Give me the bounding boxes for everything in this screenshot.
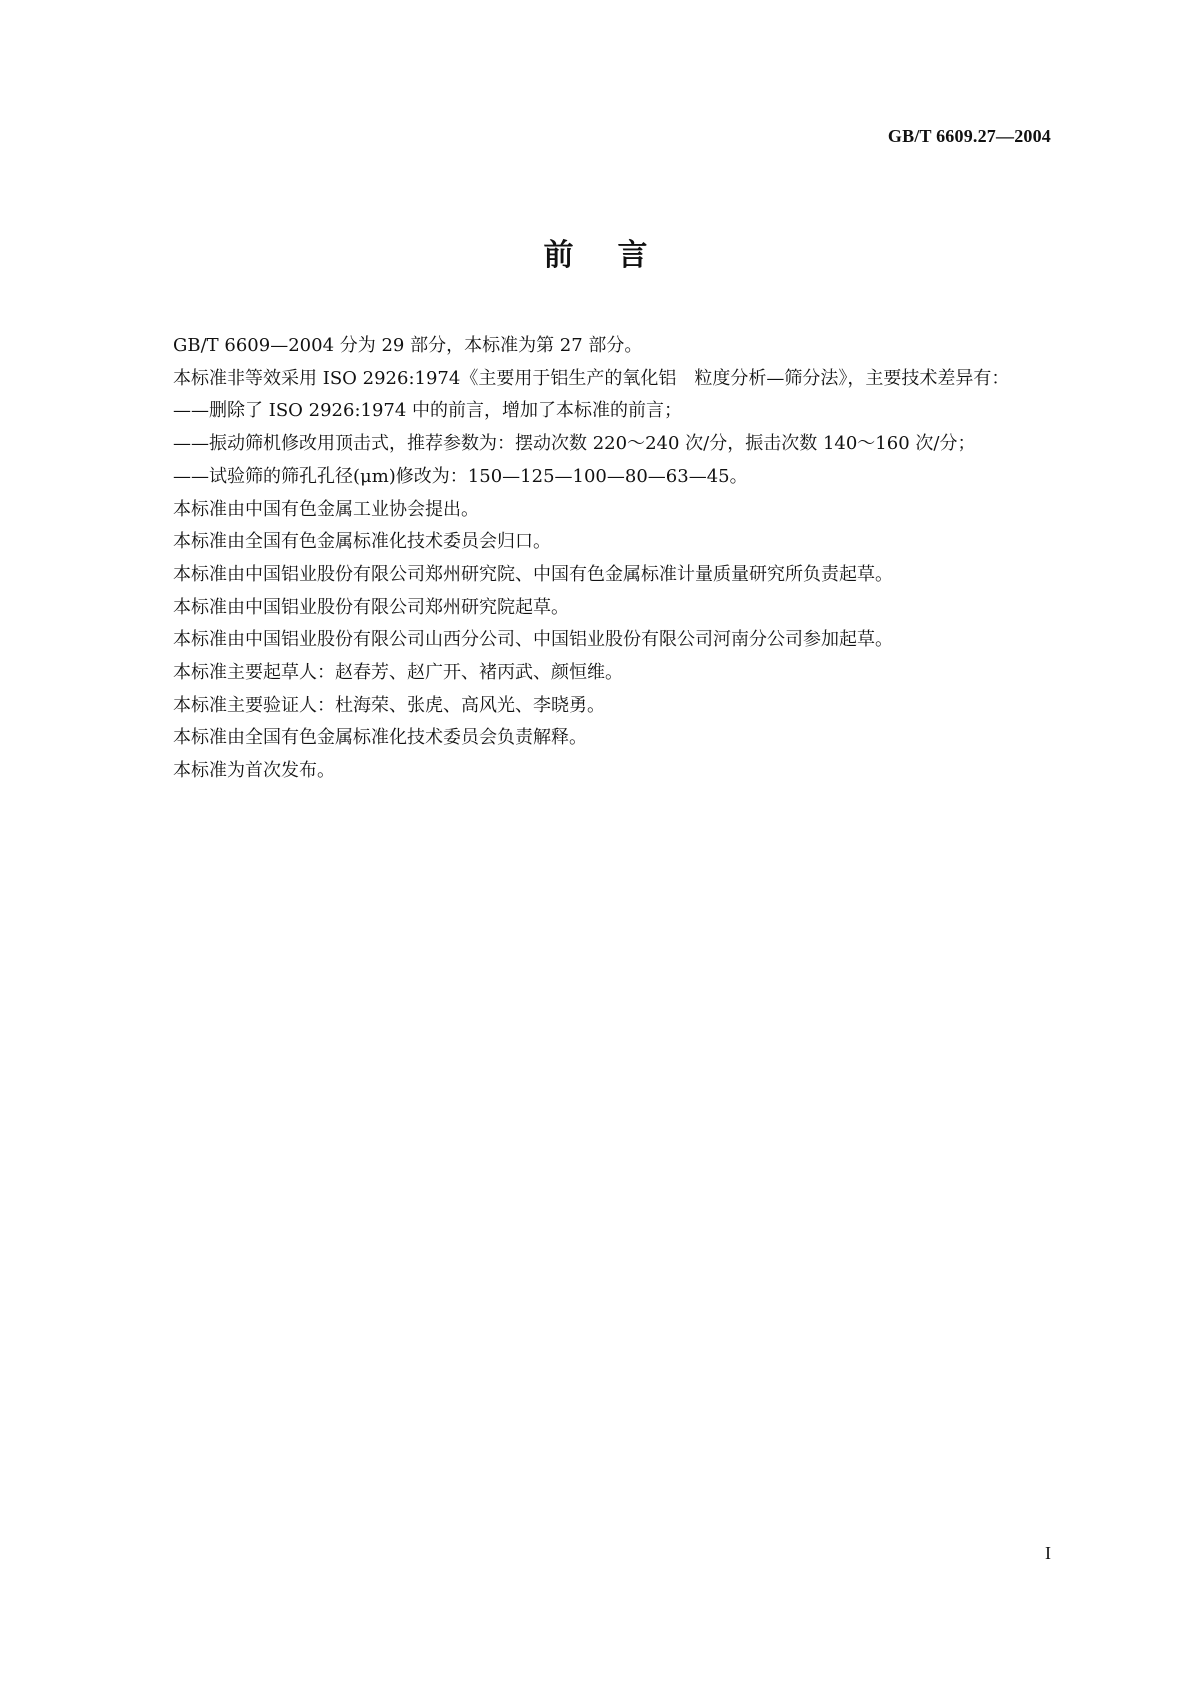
page-number: I <box>1045 1543 1051 1563</box>
paragraph: GB/T 6609—2004 分为 29 部分，本标准为第 27 部分。 <box>173 335 643 356</box>
paragraph: 本标准由中国铝业股份有限公司郑州研究院起草。 <box>173 596 569 618</box>
paragraph: 本标准由中国有色金属工业协会提出。 <box>173 498 479 520</box>
list-item: ——删除了 ISO 2926:1974 中的前言，增加了本标准的前言； <box>173 400 683 422</box>
paragraph: 本标准非等效采用 ISO 2926:1974《主要用于铝生产的氧化铝 粒度分析—筛分法》，主要技术差异有： <box>173 367 1010 389</box>
paragraph: 本标准主要验证人：杜海荣、张虎、高风光、李晓勇。 <box>173 694 605 716</box>
paragraph: 本标准为首次发布。 <box>173 760 335 782</box>
list-item: ——试验筛的筛孔孔径(μm)修改为：150—125—100—80—63—45。 <box>173 465 748 487</box>
paragraph: 本标准由中国铝业股份有限公司山西分公司、中国铝业股份有限公司河南分公司参加起草。 <box>173 629 893 651</box>
paragraph: 本标准由全国有色金属标准化技术委员会归口。 <box>173 531 551 553</box>
paragraph: 本标准由中国铝业股份有限公司郑州研究院、中国有色金属标准计量质量研究所负责起草。 <box>173 563 893 585</box>
foreword-body <box>133 330 1063 788</box>
paragraph: 本标准主要起草人：赵春芳、赵广开、褚丙武、颜恒维。 <box>173 662 623 684</box>
paragraph: 本标准由全国有色金属标准化技术委员会负责解释。 <box>173 727 587 749</box>
standard-number: GB/T 6609.27—2004 <box>887 126 1051 146</box>
list-item: ——振动筛机修改用顶击式，推荐参数为：摆动次数 220～240 次/分，振击次数 140～160 次/分； <box>173 433 976 455</box>
page-title: 前言 <box>543 238 692 273</box>
